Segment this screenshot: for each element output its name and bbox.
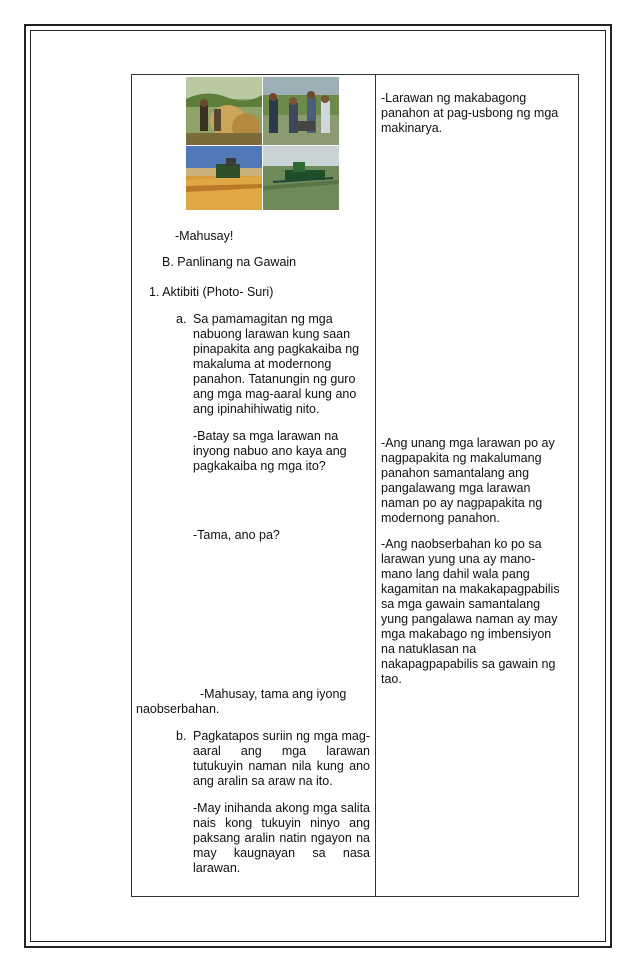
praise-text-2-cont: naobserbahan. — [136, 702, 220, 716]
answer-text-2: -Ang unang mga larawan po ay nagpapakita ng makalumang panahon samantalang ang pangalawang mga larawan naman po ay nagpapakita ng modernong panahon. — [381, 436, 555, 525]
praise-text-2: -Mahusay, tama ang iyong — [200, 687, 347, 701]
section-b-heading: B. Panlinang na Gawain — [162, 255, 297, 269]
photo-manual-harvest — [186, 77, 262, 145]
item-b-text: Pagkatapos suriin ng mga mag-aaral ang mga larawan tutukuyin naman nila kung ano ang aralin sa araw na ito. — [193, 729, 370, 788]
photo-farmers-group — [263, 77, 339, 145]
answer-text-3: -Ang naobserbahan ko po sa larawan yung una ay mano-mano lang dahil wala pang kagamitan na makakapagpabilis sa mga gawain samantalang yung pangalawa naman ay may mga makabago ng imbensiyon na natuklasan na nakapagpapabilis sa gawain ng tao. — [381, 537, 560, 686]
question-text: -Batay sa mga larawan na inyong nabuo ano kaya ang pagkakaiba ng mga ito? — [193, 429, 347, 473]
column-divider — [375, 74, 376, 897]
item-a-text: Sa pamamagitan ng mga nabuong larawan kung saan pinapakita ang pagkakaiba ng makaluma at modernong panahon. Tatanungin ng guro ang mga mag-aaral kung ano ang ipinahihiwatig nito. — [193, 312, 360, 416]
prompt-text: -May inihanda akong mga salita nais kong tukuyin ninyo ang paksang aralin natin ngayon na may kaugnayan sa nasa larawan. — [193, 801, 370, 875]
photo-combine-harvester — [186, 146, 262, 210]
photo-tractor-field — [263, 146, 339, 210]
answer-text-1: -Larawan ng makabagong panahon at pag-usbong ng mga makinarya. — [381, 91, 559, 135]
praise-text-1: -Mahusay! — [175, 229, 234, 243]
item-b-letter: b. — [176, 729, 187, 743]
followup-text: -Tama, ano pa? — [193, 528, 280, 542]
photo-collage — [186, 77, 339, 210]
item-a-letter: a. — [176, 312, 187, 326]
activity-heading: 1. Aktibiti (Photo- Suri) — [149, 285, 274, 299]
